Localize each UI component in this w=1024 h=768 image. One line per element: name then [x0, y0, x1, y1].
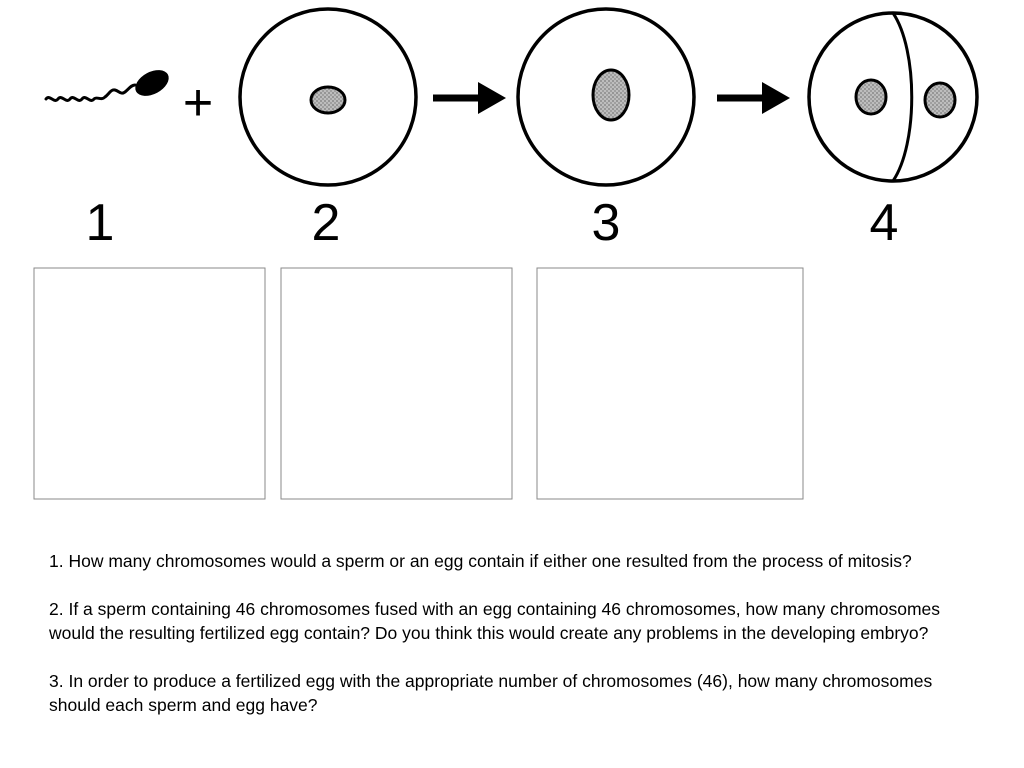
arrow-right-icon: [433, 82, 506, 114]
question-2: 2. If a sperm containing 46 chromosomes fused with an egg containing 46 chromosomes, how many chromosomes would the resulting fertilized egg contain? Do you think this would create any problems in the developing embryo?: [49, 599, 941, 643]
questions-block: [49, 549, 979, 741]
arrow-right-icon: [717, 82, 790, 114]
stage-label-3: 3: [591, 194, 621, 252]
question-1: 1. How many chromosomes would a sperm or an egg contain if either one resulted from the process of mitosis?: [49, 551, 912, 571]
fertilized-egg-illustration: [518, 9, 694, 185]
sperm-illustration: [46, 65, 173, 101]
plus-sign: +: [182, 74, 214, 132]
stage-label-2: 2: [311, 194, 341, 252]
two-cell-embryo-illustration: [809, 13, 977, 181]
stage-label-4: 4: [869, 194, 899, 252]
question-3: 3. In order to produce a fertilized egg with the appropriate number of chromosomes (46), how many chromosomes should each sperm and egg have?: [49, 671, 933, 715]
stage-label-1: 1: [85, 194, 115, 252]
egg-illustration: [240, 9, 416, 185]
